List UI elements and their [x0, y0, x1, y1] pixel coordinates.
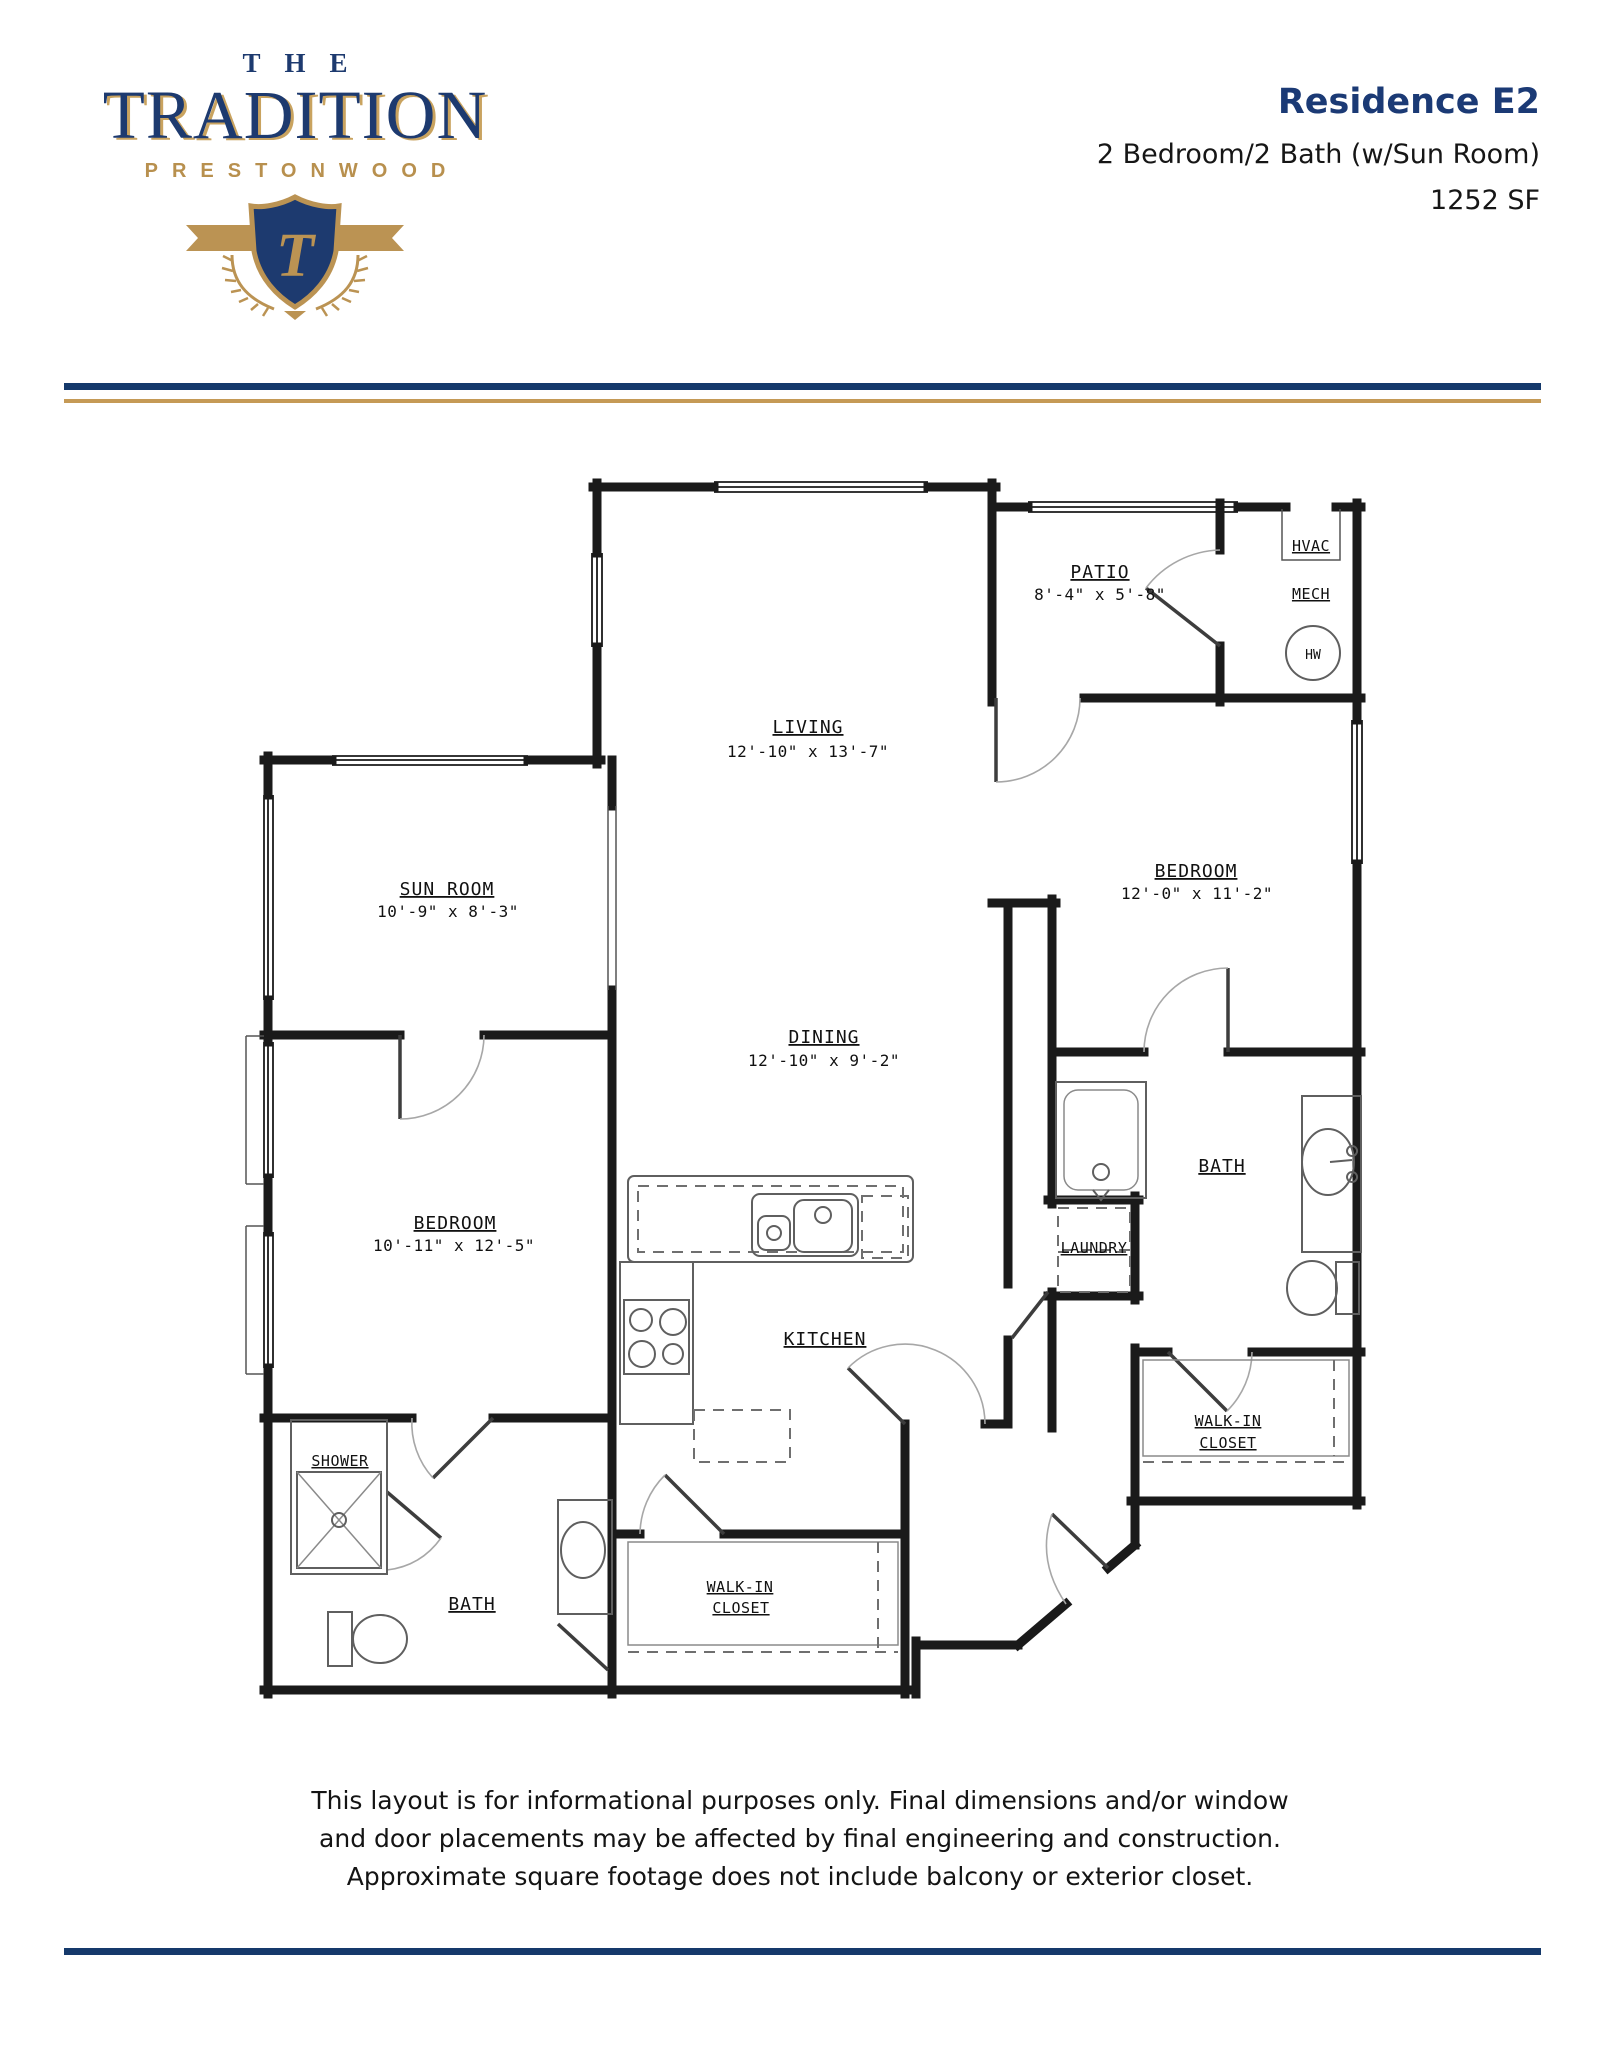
door-kitchen-hall — [848, 1368, 905, 1424]
door-entry — [1052, 1514, 1108, 1568]
kitchen-counter-left — [620, 1262, 693, 1424]
walls — [264, 483, 1361, 1694]
door-shower — [387, 1492, 441, 1538]
sink-bath1 — [561, 1522, 605, 1578]
room-label-laundry: LAUNDRY — [1060, 1239, 1128, 1257]
room-label-living: LIVING — [772, 717, 844, 738]
toilet-bath1 — [353, 1615, 407, 1663]
room-label-wic2-line2: CLOSET — [1199, 1434, 1257, 1452]
room-label-dining: DINING — [788, 1027, 860, 1048]
room-dims-sun-room: 10'-9" x 8'-3" — [377, 902, 519, 921]
room-dims-bedroom2: 12'-0" x 11'-2" — [1121, 884, 1273, 903]
room-label-kitchen: KITCHEN — [783, 1329, 867, 1350]
bath-fixtures — [291, 626, 1361, 1666]
room-label-sun-room: SUN ROOM — [399, 879, 495, 900]
disclaimer — [0, 1782, 1600, 1896]
dishwasher — [862, 1196, 908, 1258]
residence-title: Residence E2 — [1277, 82, 1540, 122]
room-dims-living: 12'-10" x 13'-7" — [726, 742, 890, 761]
footer-divider-navy — [64, 1948, 1541, 1955]
toilet-bath2 — [1287, 1261, 1337, 1315]
room-label-bedroom2: BEDROOM — [1154, 861, 1238, 882]
door-laundry — [1012, 1292, 1048, 1338]
room-label-wic1-line1: WALK-IN — [706, 1578, 774, 1596]
room-dims-dining: 12'-10" x 9'-2" — [748, 1051, 900, 1070]
kitchen-sink — [752, 1194, 858, 1256]
door-walk-in-closet2 — [1168, 1352, 1227, 1411]
room-label-bath1: BATH — [448, 1594, 496, 1615]
door-walk-in-closet1 — [665, 1475, 724, 1534]
room-label-patio: PATIO — [1070, 562, 1130, 583]
kitchen-fixtures — [620, 1176, 913, 1462]
disclaimer-line1: This layout is for informational purposes only. Final dimensions and/or window — [311, 1786, 1289, 1815]
disclaimer-line2: and door placements may be affected by final engineering and construction. — [319, 1824, 1281, 1853]
residence-subtitle: 2 Bedroom/2 Bath (w/Sun Room) — [1096, 139, 1540, 170]
shower-enclosure — [291, 1420, 387, 1574]
sink-bath2 — [1302, 1129, 1354, 1195]
room-label-wic1-line2: CLOSET — [712, 1599, 770, 1617]
room-label-wic2-line1: WALK-IN — [1194, 1412, 1262, 1430]
room-label-bath2: BATH — [1198, 1156, 1246, 1177]
logo-prestonwood: PRESTONWOOD — [144, 160, 460, 182]
dryer — [1058, 1252, 1130, 1292]
room-dims-patio: 8'-4" x 5'-8" — [1034, 585, 1166, 604]
logo-the: THE — [242, 48, 372, 78]
room-label-hvac: HVAC — [1291, 537, 1331, 555]
door-bath1 — [433, 1418, 493, 1478]
door-bath1-hall — [558, 1624, 608, 1670]
room-label-hw: HW — [1305, 648, 1321, 663]
room-label-shower: SHOWER — [311, 1452, 369, 1470]
room-dims-bedroom1: 10'-11" x 12'-5" — [372, 1236, 536, 1255]
toilet-bath1-tank — [328, 1612, 352, 1666]
room-label-bedroom1: BEDROOM — [413, 1213, 497, 1234]
residence-sqft: 1252 SF — [1430, 185, 1540, 216]
room-label-mech: MECH — [1291, 585, 1331, 603]
logo-tradition: TRADITION — [102, 77, 488, 153]
refrigerator — [694, 1410, 790, 1462]
disclaimer-line3: Approximate square footage does not include balcony or exterior closet. — [346, 1862, 1254, 1891]
crest-monogram: T — [276, 222, 314, 290]
